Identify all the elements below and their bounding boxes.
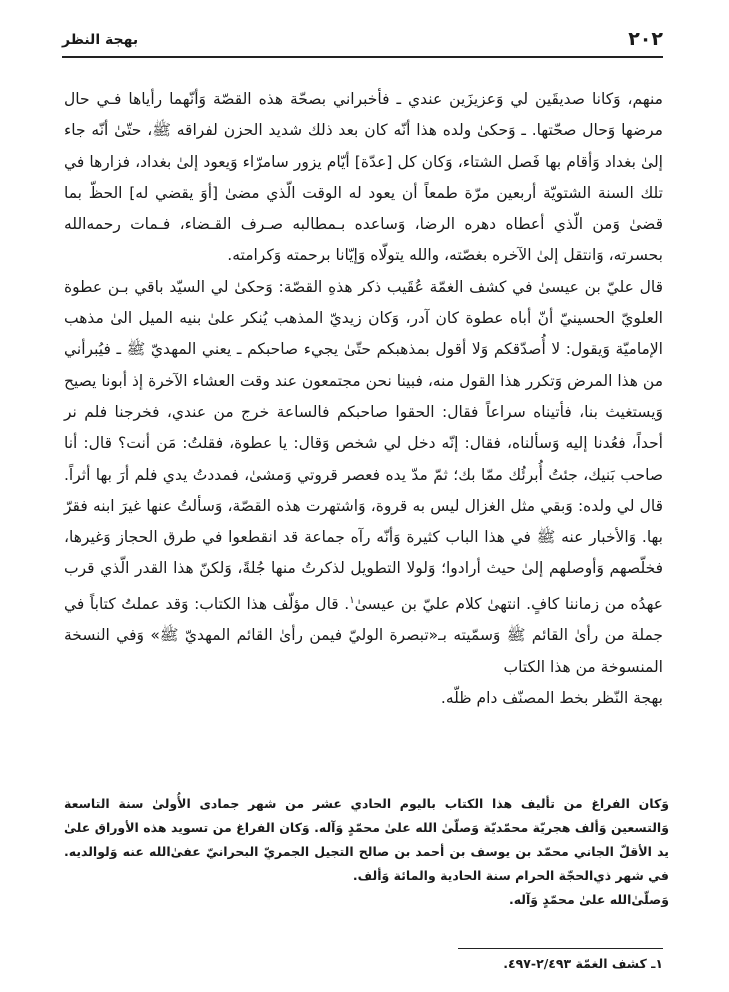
header-rule <box>62 56 663 58</box>
page-number: ٢٠٢ <box>628 28 663 50</box>
paragraph-1: منهم، وَكانا صديقَين لي وَعزيزَين عندي ـ فأخبراني بصحّة هذه القصّة وَأنّهما رأياها فـي حال مرضها وَحال صحّتها. ـ وَحكىٰ ولده هذا أنّه كان بعد ذلك شديد الحزن لفراقه ﷺ، حتّىٰ أنّه جاء إلىٰ بغداد وَأقام بها فَصل الشتاء، وَكان كل [عدّة] أيّام يزور سامرّاء وَيعود إلىٰ بغداد، فزارها في تلك السنة الشتويّة أربعين مرّة طمعاً أن يعود له الوقت الّذي مضىٰ [أوَ يقضي له] الحظّ بما قضىٰ وَمن الّذي أعطاه دهره الرضا، وَساعده بـمطالبه صـرف القـضاء، فـمات رحمه‌الله بحسرته، وَانتقل إلىٰ الآخره بغصّته، والله يتولّاه وَإيّانا برحمته وَكرامته. <box>64 90 663 265</box>
closing-line: بهجة النّظر بخط المصنّف دام ظلّه. <box>440 688 663 707</box>
main-text <box>64 84 663 714</box>
paragraph-2-continuation: . قال مؤلّف هذا الكتاب: وَقد عملتُ كتاباً في جملة من رأىٰ القائم ﷺ وَسمّيته بـ«تبصرة الوليّ فيمن رأىٰ القائم المهديّ ﷺ» وَفي النسخة المنسوخة من هذا الكتاب <box>64 594 663 676</box>
colophon-blessing: وَصلّىٰ‌الله علىٰ محمّدٍ وَآله. <box>508 892 669 907</box>
footnote-rule <box>458 948 663 949</box>
running-title: بهجة النظر <box>62 32 139 48</box>
paragraph-2 <box>64 272 663 683</box>
footnote-marker: ١ <box>349 594 355 606</box>
page-header <box>62 22 663 52</box>
colophon-text: وَكان الفراغ من تأليف هذا الكتاب باليوم الحادي عشر من شهر جمادى الأُولىٰ سنة التاسعة وَالتسعين وَألف هجريّة محمّديّة وَصلّىٰ الله علىٰ محمّدٍ وَآله. وَكان الفراغ من تسويد هذه الأوراق علىٰ يد الأقلّ الجاني محمّد بن يوسف بن أحمد بن صالح التجيل الجمريّ البحرانيّ عفىٰ‌الله عنه وَلوالديه. في شهر ذي‌الحجّة الحرام سنة الحادية والمائة وَألف. <box>64 796 669 883</box>
paragraph-2-text: قال عليّ بن عيسىٰ في كشف الغمّة عُقَيب ذكر هذهِ القصّة: وَحكىٰ لي السيّد باقي بـن عطوة العلويّ الحسينيّ أنّ أباه عطوة كان آدر، وَكان زيديّ المذهب يُنكر علىٰ بنيه الميل الىٰ مذهب الإماميّة وَيقول: لا أُصدّقكم وَلا أقول بمذهبكم حتّىٰ يجيء صاحبكم ـ يعني المهديّ ﷺ ـ فيُبرأني من هذا المرض وَتكرر هذا القول منه، فبينا نحن مجتمعون عند وقت العشاء الآخرة إذ أبونا يصيح وَيستغيث بنا، فأتيناه سراعاً فقال: الحقوا صاحبكم فالساعة خرج من عندي، فخرجنا فلم نر أحداً، فعُدنا إليه وَسألناه، فقال: إنّه دخل لي شخص وَقال: يا عطوة، فقلتُ: مَن أنت؟ قال: أنا صاحب بَنيك، جئتُ أُبرئُك ممّا بك؛ ثمّ مدّ يده فعصر قروتي وَمشىٰ، فمددتُ يدي فلم أرَ بها أثراً. قال لي ولده: وَبقي مثل الغزال ليس به قروة، وَاشتهرت هذه القصّة، وَسألتُ عنها غيرَ ابنه فقرّ بها. وَالأخبار عنه ﷺ في هذا الباب كثيرة وَأنّه رآه جماعة قد انقطعوا في طرق الحجاز وَغيرها، فخلّصهم وَأوصلهم إلىٰ حيث أرادوا؛ وَلولا التطويل لذكرتُ منها جُلةً، وَلكنّ هذا القدر الّذي قرب عهدُه من زماننا كافٍ. انتهىٰ كلام عليّ بن عيسىٰ <box>64 277 663 613</box>
footnote: ١ـ كشف الغمّة ٢/٤٩٣-٤٩٧. <box>503 956 663 971</box>
colophon <box>64 792 669 912</box>
